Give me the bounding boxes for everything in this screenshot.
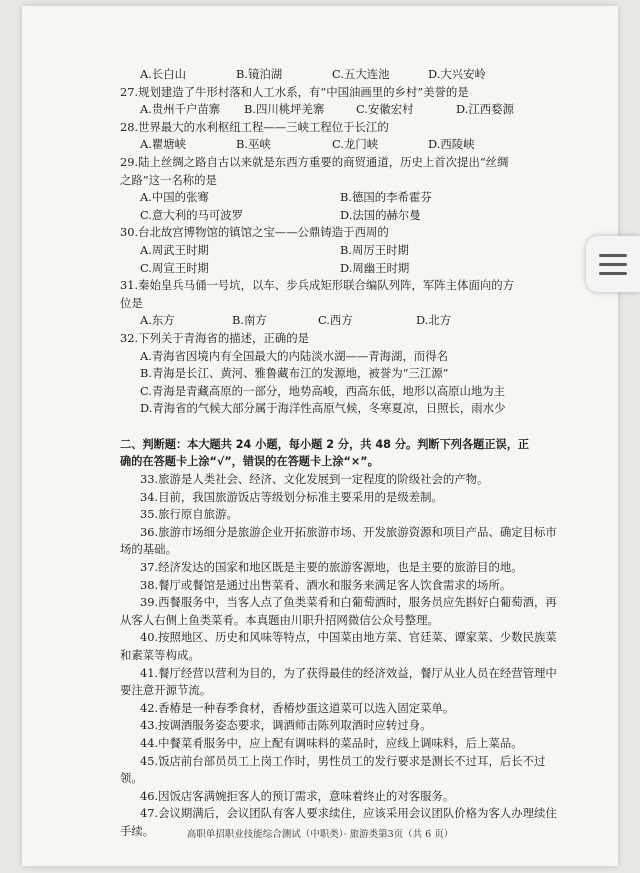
judgment-item: 46.因饭店客满婉拒客人的预订需求，意味着终止的对客服务。 bbox=[140, 788, 455, 803]
page-footer: 高职单招职业技能综合测试（中职类）· 旅游类第3页（共 6 页） bbox=[186, 829, 454, 840]
option: C.青海是青藏高原的一部分，地势高峻，西高东低，地形以高原山地为主 bbox=[140, 383, 506, 398]
q27-options bbox=[120, 101, 560, 119]
option: D.大兴安岭 bbox=[428, 67, 486, 81]
q26-options bbox=[120, 66, 560, 84]
judgment-item: 45.饭店前台部员员工上岗工作时，男性员工的发行要求是测长不过耳，后长不过领。 bbox=[120, 753, 546, 786]
section-2-heading: 二、判断题：本大题共 24 小题，每小题 2 分，共 48 分。判断下列各题正误，正 bbox=[120, 437, 530, 451]
option: D.法国的赫尔曼 bbox=[340, 207, 421, 222]
q29-options-row2 bbox=[120, 207, 560, 225]
q30-options-row2 bbox=[120, 260, 560, 278]
judgment-item: 36.旅游市场细分是旅游企业开拓旅游市场、开发旅游资源和项目产品、确定目标市场的基础。 bbox=[120, 524, 557, 557]
question-28: 28.世界最大的水利枢纽工程——三峡工程位于长江的 bbox=[120, 119, 389, 134]
option: C.龙门峡 bbox=[332, 137, 379, 152]
menu-button[interactable] bbox=[586, 236, 640, 292]
judgment-item: 43.按调酒服务姿态要求，调酒师击陈列取酒时应转过身。 bbox=[140, 718, 432, 733]
option: D.西陵峡 bbox=[428, 137, 475, 152]
option: B.周厉王时期 bbox=[340, 242, 409, 257]
option: C.西方 bbox=[318, 313, 353, 328]
judgment-item: 35.旅行原自旅游。 bbox=[140, 507, 238, 522]
judgment-item: 41.餐厅经营以营利为目的，为了获得最佳的经济效益，餐厅从业人员在经营管理中要注意开源节流。 bbox=[120, 665, 557, 698]
question-32: 32.下列关于青海省的描述，正确的是 bbox=[120, 330, 309, 345]
option: A.中国的张骞 bbox=[140, 190, 209, 205]
exam-page bbox=[22, 6, 618, 866]
q28-options bbox=[120, 136, 560, 154]
question-27: 27.规划建造了牛形村落和人工水系，有“中国油画里的乡村”美誉的是 bbox=[120, 84, 469, 99]
hamburger-icon bbox=[599, 254, 627, 257]
option: D.青海省的气候大部分属于海洋性高原气候，冬寒夏凉，日照长，雨水少 bbox=[140, 401, 506, 416]
page-content bbox=[120, 66, 560, 841]
judgment-item: 39.西餐服务中，当客人点了鱼类菜肴和白葡萄酒时，服务员应先斟好白葡萄酒，再从客人右侧上鱼类菜肴。本真题由川职升招网微信公众号整理。 bbox=[120, 595, 557, 627]
option: D.北方 bbox=[416, 313, 452, 328]
option: C.周宣王时期 bbox=[140, 260, 209, 275]
q31-options bbox=[120, 312, 560, 330]
judgment-item: 33.旅游是人类社会、经济、文化发展到一定程度的阶级社会的产物。 bbox=[140, 472, 489, 487]
judgment-item: 40.按照地区、历史和风味等特点，中国菜由地方菜、官廷菜、谭家菜、少数民族菜和素菜等构成。 bbox=[120, 630, 557, 662]
option: A.东方 bbox=[140, 313, 175, 328]
judgment-item: 34.目前，我国旅游饭店等级划分标准主要采用的是级差制。 bbox=[140, 489, 443, 504]
section-2-heading-cont: 确的在答题卡上涂“√”，错误的在答题卡上涂“×”。 bbox=[120, 455, 379, 469]
question-29-cont: 之路”这一名称的是 bbox=[120, 172, 217, 187]
option: D.江西婺源 bbox=[456, 102, 514, 117]
question-31-cont: 位是 bbox=[120, 295, 143, 310]
question-31: 31.秦始皇兵马俑一号坑，以车、步兵成矩形联合编队列阵，军阵主体面向的方 bbox=[120, 278, 515, 293]
judgment-item: 47.会议期满后，会议团队有客人要求续住，应该采用会议团队价格为客人办理续住手续。 bbox=[120, 806, 557, 838]
option: C.安徽宏村 bbox=[356, 102, 414, 117]
option: A.青海省因境内有全国最大的内陆淡水湖——青海湖，而得名 bbox=[140, 348, 449, 363]
option: A.瞿塘峡 bbox=[140, 137, 187, 152]
option: C.五大连池 bbox=[332, 67, 390, 81]
option: A.长白山 bbox=[140, 67, 187, 81]
option: B.镜泊湖 bbox=[236, 67, 283, 81]
option: D.周幽王时期 bbox=[340, 260, 410, 275]
option: B.南方 bbox=[232, 313, 267, 328]
judgment-item: 42.香椿是一种春季食材，香椿炒蛋这道菜可以选入固定菜单。 bbox=[140, 700, 455, 715]
option: B.巫峡 bbox=[236, 137, 271, 152]
q29-options-row1 bbox=[120, 189, 560, 207]
option: A.周武王时期 bbox=[140, 242, 209, 257]
option: A.贵州千户苗寨 bbox=[140, 102, 221, 117]
hamburger-icon bbox=[599, 272, 627, 275]
judgment-item: 38.餐厅或餐馆是通过出售菜肴、酒水和服务来满足客人饮食需求的场所。 bbox=[140, 577, 512, 592]
hamburger-icon bbox=[599, 263, 627, 266]
option: B.青海是长江、黄河、雅鲁藏布江的发源地，被誉为“三江源” bbox=[140, 366, 449, 381]
option: B.德国的李希霍芬 bbox=[340, 190, 432, 205]
option: C.意大利的马可波罗 bbox=[140, 207, 244, 222]
q30-options-row1 bbox=[120, 242, 560, 260]
option: B.四川桃坪羌寨 bbox=[244, 102, 325, 117]
question-30: 30.台北故宫博物馆的镇馆之宝——公鼎铸造于西周的 bbox=[120, 225, 389, 240]
judgment-item: 44.中餐菜肴服务中，应上配有调味料的菜品时，应线上调味料，后上菜品。 bbox=[140, 735, 523, 750]
question-29: 29.陆上丝绸之路自古以来就是东西方重要的商贸通道，历史上首次提出“丝绸 bbox=[120, 154, 509, 169]
judgment-item: 37.经济发达的国家和地区既是主要的旅游客源地，也是主要的旅游目的地。 bbox=[140, 560, 523, 575]
